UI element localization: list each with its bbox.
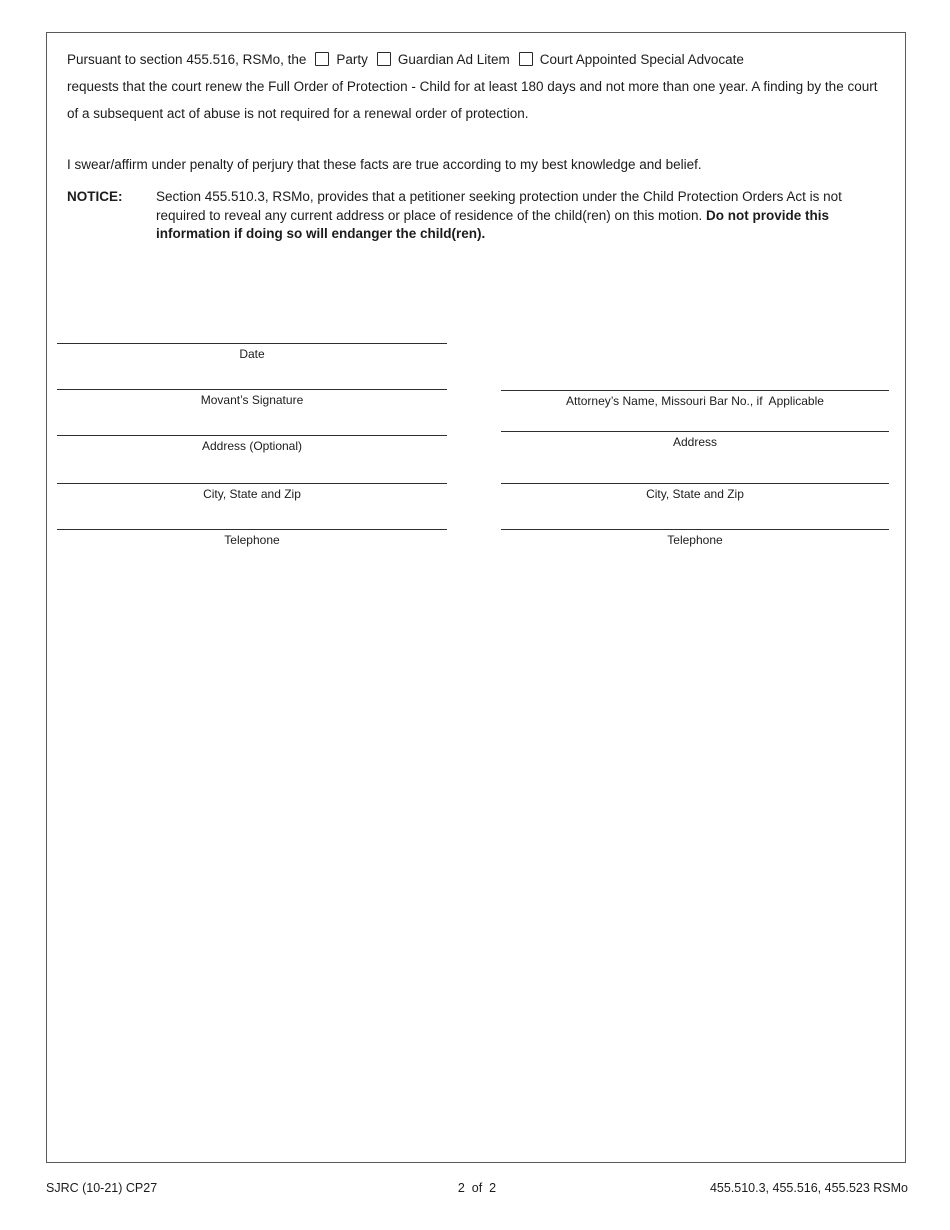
attorney-address-label: Address: [672, 435, 718, 449]
party-checkbox-label: Party: [336, 52, 368, 67]
movant-address-label: Address (Optional): [201, 439, 303, 453]
guardian-ad-litem-checkbox[interactable]: [377, 52, 391, 66]
court-appointed-special-advocate-checkbox-label: Court Appointed Special Advocate: [539, 52, 744, 67]
guardian-ad-litem-checkbox-label: Guardian Ad Litem: [397, 52, 510, 67]
court-appointed-special-advocate-checkbox[interactable]: [519, 52, 533, 66]
attorney-address-row: [501, 431, 889, 449]
page-footer: [46, 1181, 908, 1195]
date-line[interactable]: [57, 343, 447, 344]
date-row: [57, 343, 447, 361]
intro-paragraph: [67, 46, 885, 127]
intro-prefix-text: Pursuant to section 455.516, RSMo, the: [67, 52, 307, 67]
movant-city-state-zip-line[interactable]: [57, 483, 447, 484]
statute-references: 455.510.3, 455.516, 455.523 RSMo: [709, 1181, 909, 1195]
movant-telephone-label: Telephone: [224, 533, 280, 547]
attorney-name-line[interactable]: [501, 390, 889, 391]
notice-text: [156, 188, 856, 244]
notice-body-text: Section 455.510.3, RSMo, provides that a petitioner seeking protection under the Child Protection Orders Act is not required to reveal any current address or place of residence of the child(ren) on this motion.: [156, 189, 842, 223]
attorney-address-line[interactable]: [501, 431, 889, 432]
affirmation-text: I swear/affirm under penalty of perjury that these facts are true according to my best knowledge and belief.: [67, 157, 702, 172]
attorney-telephone-label: Telephone: [667, 533, 723, 547]
attorney-city-state-zip-line[interactable]: [501, 483, 889, 484]
form-number: SJRC (10-21) CP27: [46, 1181, 158, 1195]
notice-bold-warning-text: Do not provide this information if doing so will endanger the child(ren).: [156, 207, 830, 241]
movant-telephone-line[interactable]: [57, 529, 447, 530]
movant-telephone-row: [57, 529, 447, 547]
notice-block: [67, 188, 885, 244]
attorney-name-row: [501, 390, 889, 408]
movant-city-state-zip-label: City, State and Zip: [203, 487, 301, 501]
party-checkbox[interactable]: [315, 52, 329, 66]
date-label: Date: [239, 347, 265, 361]
movant-address-row: [57, 435, 447, 453]
movant-signature-label: Movant’s Signature: [200, 393, 304, 407]
attorney-telephone-line[interactable]: [501, 529, 889, 530]
movant-city-state-zip-row: [57, 483, 447, 501]
notice-label: NOTICE:: [67, 189, 123, 204]
form-border-box: [46, 32, 906, 1163]
attorney-city-state-zip-label: City, State and Zip: [646, 487, 744, 501]
movant-signature-line[interactable]: [57, 389, 447, 390]
page-number: 2 of 2: [457, 1181, 497, 1195]
attorney-name-label: Attorney’s Name, Missouri Bar No., if Applicable: [566, 394, 824, 408]
intro-line-checkboxes: [67, 46, 885, 73]
intro-continuation-text: requests that the court renew the Full Order of Protection - Child for at least 180 days and not more than one year. A finding by the court of a subsequent act of abuse is not required for a renewal order of protection.: [67, 79, 878, 121]
movant-signature-row: [57, 389, 447, 407]
attorney-city-state-zip-row: [501, 483, 889, 501]
movant-address-line[interactable]: [57, 435, 447, 436]
attorney-telephone-row: [501, 529, 889, 547]
